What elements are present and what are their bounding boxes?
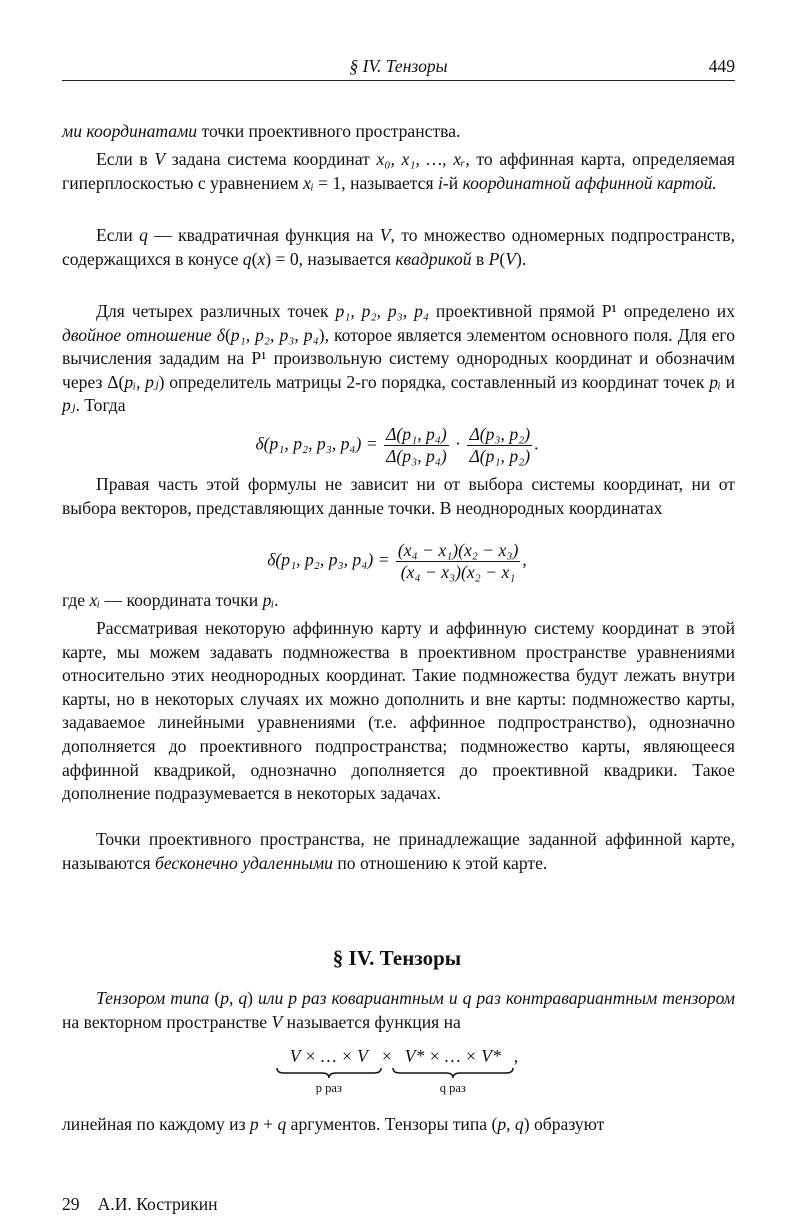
paragraph <box>62 589 735 613</box>
math-inline: x₀, x₁, …, xᵣ <box>376 149 466 169</box>
underbrace-group <box>392 1046 514 1096</box>
text-run: Точки проективного пространства, не принадлежащие заданной аффинной карте, называются <box>62 829 735 873</box>
paragraph <box>62 1113 735 1137</box>
footer <box>62 1194 236 1215</box>
math-inline: V <box>154 149 166 169</box>
math-inline: p, q <box>220 988 248 1008</box>
math-inline: P <box>488 248 500 269</box>
text-run: где <box>62 590 90 610</box>
numerator: (x₄ − x₁)(x₂ − x₃) <box>397 540 519 560</box>
emphasis-text: или <box>258 988 284 1008</box>
text-run: ) образуют <box>523 1114 605 1134</box>
text-run: , то множество одномерных подпространств, содержащихся в конусе <box>62 225 735 269</box>
text-run: проективной прямой <box>429 301 602 321</box>
paragraph <box>62 300 735 418</box>
text-run: = 1, называется <box>313 172 438 193</box>
text-run: на векторном пространстве <box>62 1011 272 1032</box>
formula-inhomogeneous <box>0 540 794 583</box>
math-inline: xᵢ <box>89 590 101 610</box>
paragraph <box>62 148 735 195</box>
text-run: Если <box>96 225 140 245</box>
running-header <box>62 56 735 81</box>
emphasis-text: ми координатами <box>62 121 198 141</box>
underbrace-group <box>276 1046 382 1096</box>
text-run: ) определитель матрицы 2-го порядка, составленный из координат точек <box>158 371 710 392</box>
math-inline: x <box>257 248 266 269</box>
text-run: — координата точки <box>100 590 263 610</box>
times-sign: × <box>381 1046 392 1066</box>
text-run: в <box>471 248 489 269</box>
underbrace-icon <box>392 1067 514 1079</box>
text-run: + <box>258 1114 278 1134</box>
brace-label: q раз <box>439 1081 466 1095</box>
text-run: Для четырех различных точек <box>96 301 336 321</box>
text-run: . <box>274 590 279 610</box>
math-inline: p <box>288 988 298 1008</box>
comma: , <box>513 1046 519 1066</box>
math-inline: p <box>249 1114 259 1134</box>
math-inline: δ <box>216 324 225 345</box>
text-run: ( <box>251 248 258 269</box>
brace-label: p раз <box>315 1081 342 1095</box>
text-run: линейная по каждому из <box>62 1114 250 1134</box>
emphasis-text: бесконечно удаленными <box>155 852 333 873</box>
underbrace-icon <box>276 1067 382 1079</box>
formula-lhs: δ(p₁, p₂, p₃, p₄) = <box>267 549 390 570</box>
text-run: аргументов. Тензоры типа ( <box>286 1114 498 1134</box>
text-run: по отношению к этой карте. <box>332 852 548 873</box>
fraction <box>384 424 449 467</box>
factor-left: V × … × V <box>289 1046 368 1066</box>
emphasis-text: двойное отношение <box>62 324 212 345</box>
math-inline: i <box>437 172 443 193</box>
text-run: ). <box>516 248 527 269</box>
math-inline: pⱼ <box>62 395 76 416</box>
text-run: задана система координат <box>165 149 377 169</box>
text-run: Правая часть этой формулы не зависит ни от выбора системы координат, ни от выбора векторов, представляющих данные точки. В неоднородных координатах <box>62 474 735 518</box>
denominator: (x₄ − x₃)(x₂ − x₁ <box>400 562 516 582</box>
text-run: называется функция на <box>282 1011 461 1032</box>
fraction <box>467 424 532 467</box>
emphasis-text: Тензором типа <box>96 988 210 1008</box>
emphasis-text: раз контравариантным тензором <box>471 988 736 1008</box>
math-inline: xᵢ <box>303 172 314 193</box>
text-run: определено их <box>616 301 735 321</box>
period: . <box>534 433 539 454</box>
text-run: Рассматривая некоторую аффинную карту и аффинную систему координат в этой карте, мы можем задавать подмножества в проективном пространстве уравнениями относительно этих неоднородных координат. Такие подмножества будут лежать внутри карты, но в некоторых случаях их можно дополнить и вне карты: подмножество карты, задаваемое линейными уравнениями (т.е. аффинное подпространство), однозначно дополняется до проективного подпространства; подмножество карты, являющееся аффинной квадрикой, однозначно дополняется до проективной квадрики. Такое дополнение подразумевается в некоторых задачах. <box>62 618 735 804</box>
math-inline: p₁, p₂, p₃, p₄ <box>335 301 430 321</box>
text-run: . Тогда <box>75 395 126 416</box>
denominator: Δ(p₃, p₄) <box>386 446 447 466</box>
paragraph <box>62 828 735 875</box>
math-inline: V <box>505 248 516 269</box>
text-run: ( <box>224 324 231 345</box>
paragraph <box>62 987 735 1034</box>
text-run: P¹ <box>601 301 617 321</box>
math-inline: pᵢ, pⱼ <box>124 371 159 392</box>
text-run: ( <box>209 988 221 1008</box>
numerator: Δ(p₁, p₄) <box>386 424 447 444</box>
header-title: § IV. Тензоры <box>349 56 448 76</box>
text-run: , то аффинная карта, определяемая гиперплоскостью с уравнением <box>62 149 736 193</box>
math-inline: q <box>277 1114 287 1134</box>
math-inline: pᵢ <box>262 590 275 610</box>
dot: · <box>455 433 462 454</box>
text-run: — квадратичная функция на <box>147 225 380 245</box>
text-run: Если в <box>96 149 155 169</box>
math-inline: p, q <box>497 1114 524 1134</box>
math-inline: q <box>242 248 252 269</box>
formula-product <box>0 1046 794 1096</box>
paragraph <box>62 473 735 520</box>
math-inline: p₁, p₂, p₃, p₄ <box>230 324 319 345</box>
text-run: ) = 0, называется <box>265 248 396 269</box>
formula-lhs: δ(p₁, p₂, p₃, p₄) = <box>255 433 378 454</box>
paragraph <box>62 120 735 144</box>
author: А.И. Кострикин <box>97 1194 218 1214</box>
text-run: -й <box>442 172 463 193</box>
text-run: произвольную систему однородных координат и обозначим через Δ( <box>62 348 735 392</box>
denominator: Δ(p₁, p₂) <box>469 446 531 466</box>
fraction <box>396 540 520 583</box>
text-run: ( <box>499 248 506 269</box>
factor-right: V* × … × V* <box>404 1046 501 1066</box>
text-run: и <box>720 371 735 392</box>
math-inline: V <box>379 225 391 245</box>
text-run: точки проективного пространства. <box>197 121 461 141</box>
emphasis-text: раз ковариантным и <box>297 988 463 1008</box>
paragraph <box>62 617 735 806</box>
sheet-number: 29 <box>62 1194 80 1214</box>
text-run: P¹ <box>251 348 267 369</box>
math-inline: q <box>139 225 148 245</box>
emphasis-text: квадрикой <box>395 248 472 269</box>
numerator: Δ(p₃, p₂) <box>469 424 531 444</box>
page-number: 449 <box>708 56 735 76</box>
math-inline: pᵢ <box>709 371 721 392</box>
math-inline: V <box>271 1011 283 1032</box>
math-inline: q <box>462 988 472 1008</box>
text-run: ) <box>247 988 259 1008</box>
text-run: ), которое является элементом основного поля. Для его вычисления зададим на <box>62 324 735 369</box>
paragraph <box>62 224 735 271</box>
section-heading: § IV. Тензоры <box>332 946 462 970</box>
comma: , <box>522 549 527 570</box>
formula-cross-ratio <box>0 424 794 467</box>
emphasis-text: координатной аффинной картой. <box>462 172 717 193</box>
